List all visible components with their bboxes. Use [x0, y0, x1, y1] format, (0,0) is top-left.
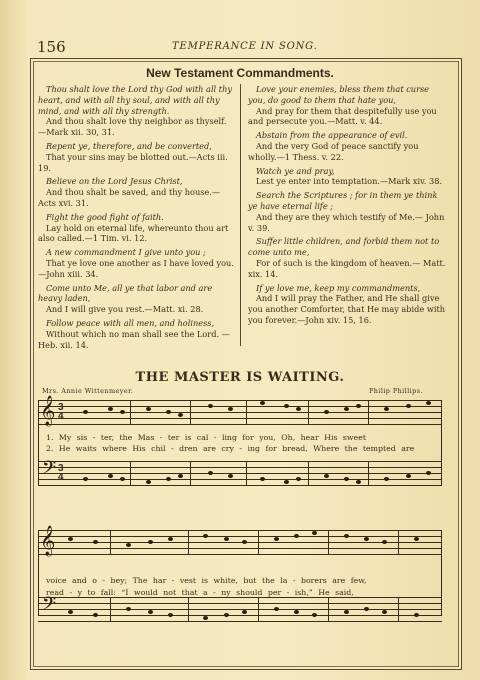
commandment: Follow peace with all men, and holiness, Without which no man shall see the Lord. —Heb. xii. 14.: [38, 317, 230, 350]
composer-credit: Philip Phillips.: [369, 387, 423, 395]
lyric-line: read - y to fall: “I would not that a - ny should per - ish,” He said,: [46, 588, 354, 597]
treble-clef-icon: 𝄞: [40, 526, 56, 556]
commandment: Suffer little children, and forbid them not to come unto me, For of such is the kingdom of heaven.— Matt. xix. 14.: [248, 236, 446, 279]
commandment: If ye love me, keep my commandments, And I will pray the Father, and He shall give you another Comforter, that He may abide with you forever.—John xiv. 15, 16.: [248, 282, 446, 325]
commandment: Search the Scriptures ; for in them ye think ye have eternal life ; And they are they which testify of Me.— John v. 39.: [248, 190, 445, 233]
treble-staff-2: [38, 526, 442, 560]
commandment: Repent ye, therefore, and be converted, That your sins may be blotted out.—Acts iii. 19.: [38, 140, 228, 173]
treble-staff-1: [38, 396, 442, 430]
song-title: THE MASTER IS WAITING.: [135, 370, 345, 385]
commandment: A new commandment I give unto you ; That ye love one another as I have loved you.—John xiii. 34.: [38, 247, 234, 279]
commandment: Abstain from the appearance of evil. And the very God of peace sanctify you wholly.—1 Thess. v. 22.: [248, 130, 419, 162]
left-commandments: [38, 84, 236, 353]
lyric-line: voice and o - bey; The har - vest is white, but the la - borers are few,: [46, 576, 367, 585]
running-title: TEMPERANCE IN SONG.: [172, 41, 318, 52]
time-signature: 3 4: [58, 463, 64, 483]
commandment: Love your enemies, bless them that curse you, do good to them that hate you, And pray for them that despitefully use you and persecute you.—Matt. v. 44.: [248, 84, 437, 127]
commandment: Fight the good fight of faith. Lay hold on eternal life, whereunto thou art also called.—1 Tim. vi. 12.: [38, 211, 229, 244]
bass-staff-2: [38, 594, 442, 627]
column-divider: [240, 84, 241, 346]
commandment: Watch ye and pray, Lest ye enter into temptation.—Mark xiv. 38.: [256, 165, 443, 187]
section-title: New Testament Commandments.: [146, 66, 334, 80]
commandment: Thou shalt love the Lord thy God with all thy heart, and with all thy soul, and with all thy mind, and with all thy strength. And thou shalt love thy neighbor as thyself. —Mark xii. 30, 31.: [38, 84, 232, 138]
right-commandments: [248, 84, 448, 329]
commandment: Come unto Me, all ye that labor and are heavy laden, And I will give you rest.—Matt. xi. 28.: [38, 282, 213, 315]
page-number: 156: [37, 38, 66, 56]
treble-clef-icon: 𝄞: [40, 396, 56, 426]
lyricist-credit: Mrs. Annie Wittenmeyer.: [42, 387, 134, 395]
bass-clef-icon: 𝄢: [42, 458, 57, 483]
lyric-line: 2. He waits where His chil - dren are cry - ing for bread, Where the tempted are: [46, 444, 415, 453]
lyric-line: 1. My sis - ter, the Mas - ter is cal - ling for you, Oh, hear His sweet: [46, 433, 366, 442]
commandment: Believe on the Lord Jesus Christ, And thou shalt be saved, and thy house.— Acts xvi. 31.: [38, 176, 221, 208]
time-signature: 3 4: [58, 402, 64, 422]
bass-clef-icon: 𝄢: [42, 594, 57, 619]
bass-staff-1: [38, 458, 442, 491]
